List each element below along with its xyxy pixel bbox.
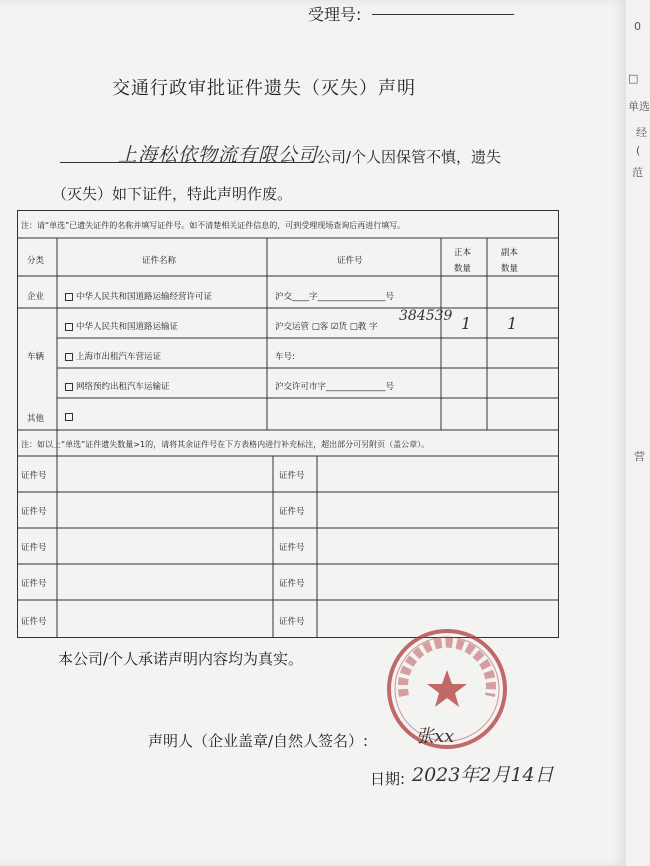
header-copy-count: 副本 — [501, 248, 519, 258]
copy-count-value: 1 — [507, 314, 518, 333]
page-title: 交通行政审批证件遗失（灭失）声明 — [112, 78, 416, 99]
table-note-top: 注：请“单选”已遗失证件的名称并填写证件号。如不清楚相关证件信息的，可到受理现场查询后再进行填写。 — [21, 221, 406, 230]
background-text: 0 — [634, 20, 641, 33]
background-text: 范 — [632, 166, 643, 179]
header-category: 分类 — [27, 256, 45, 266]
category-vehicle: 车辆 — [27, 352, 45, 362]
cert-number-2[interactable]: 沪交运管 □客 ☑货 □教 字 — [275, 322, 378, 332]
supplement-label: 证件号 — [21, 579, 47, 589]
table-grid — [17, 210, 559, 638]
cert-row-5[interactable] — [65, 412, 76, 422]
checkbox[interactable] — [65, 383, 73, 391]
cert-row-2[interactable]: 中华人民共和国道路运输证 — [65, 320, 178, 332]
promise-statement: 本公司/个人承诺声明内容均为真实。 — [58, 650, 304, 668]
signer-label: 声明人（企业盖章/自然人签名）: — [148, 732, 369, 750]
header-cert-name: 证件名称 — [142, 256, 177, 266]
background-text: 营 — [634, 450, 645, 463]
cert-number-handwriting: 384539 — [399, 308, 453, 324]
checkbox[interactable] — [65, 353, 73, 361]
cert-number-1[interactable]: 沪交____字________________号 — [275, 292, 395, 302]
header-cert-number: 证件号 — [337, 256, 363, 266]
checkbox[interactable] — [65, 323, 73, 331]
background-text: 经 — [636, 126, 647, 139]
declaration-text-line1: 公司/个人因保管不慎，遗失 — [316, 148, 502, 166]
lost-certificate-table — [17, 210, 559, 638]
header-copy-count: 数量 — [501, 264, 519, 274]
supplement-label: 证件号 — [21, 471, 47, 481]
cert-row-1[interactable]: 中华人民共和国道路运输经营许可证 — [65, 290, 212, 302]
signer-handwriting: 张xx — [416, 726, 455, 747]
supplement-label: 证件号 — [279, 507, 305, 517]
acceptance-number-field[interactable] — [372, 14, 514, 15]
date-label: 日期: — [370, 770, 406, 788]
header-original-count: 正本 — [454, 248, 472, 258]
company-name-handwriting: 上海松依物流有限公司 — [118, 144, 319, 166]
header-original-count: 数量 — [454, 264, 472, 274]
supplement-label: 证件号 — [279, 471, 305, 481]
checkbox[interactable] — [65, 293, 73, 301]
cert-row-4[interactable]: 网络预约出租汽车运输证 — [65, 380, 170, 392]
cert-row-3[interactable]: 上海市出租汽车营运证 — [65, 350, 161, 362]
background-text: 单选 — [628, 100, 650, 113]
supplement-label: 证件号 — [279, 543, 305, 553]
background-text: ( — [636, 144, 641, 157]
supplement-label: 证件号 — [21, 543, 47, 553]
checkbox[interactable] — [65, 413, 73, 421]
date-handwriting: 2023年2月14日 — [412, 764, 554, 786]
acceptance-number-label: 受理号: — [308, 5, 362, 24]
category-other: 其他 — [27, 414, 45, 424]
cert-number-4[interactable]: 沪交许可市字______________号 — [275, 382, 395, 392]
table-note-bottom: 注：如以上“单选”证件遗失数量>1的，请将其余证件号在下方表格内进行补充标注，超出部分可另附页（盖公章）。 — [21, 440, 430, 449]
category-enterprise: 企业 — [27, 292, 45, 302]
supplement-label: 证件号 — [21, 617, 47, 627]
original-count-value: 1 — [461, 314, 472, 333]
cert-number-3[interactable]: 车号: — [275, 352, 295, 362]
supplement-label: 证件号 — [21, 507, 47, 517]
supplement-label: 证件号 — [279, 617, 305, 627]
background-text: □ — [628, 72, 639, 85]
supplement-label: 证件号 — [279, 579, 305, 589]
declaration-text-line2: （灭失）如下证件，特此声明作废。 — [52, 185, 293, 203]
